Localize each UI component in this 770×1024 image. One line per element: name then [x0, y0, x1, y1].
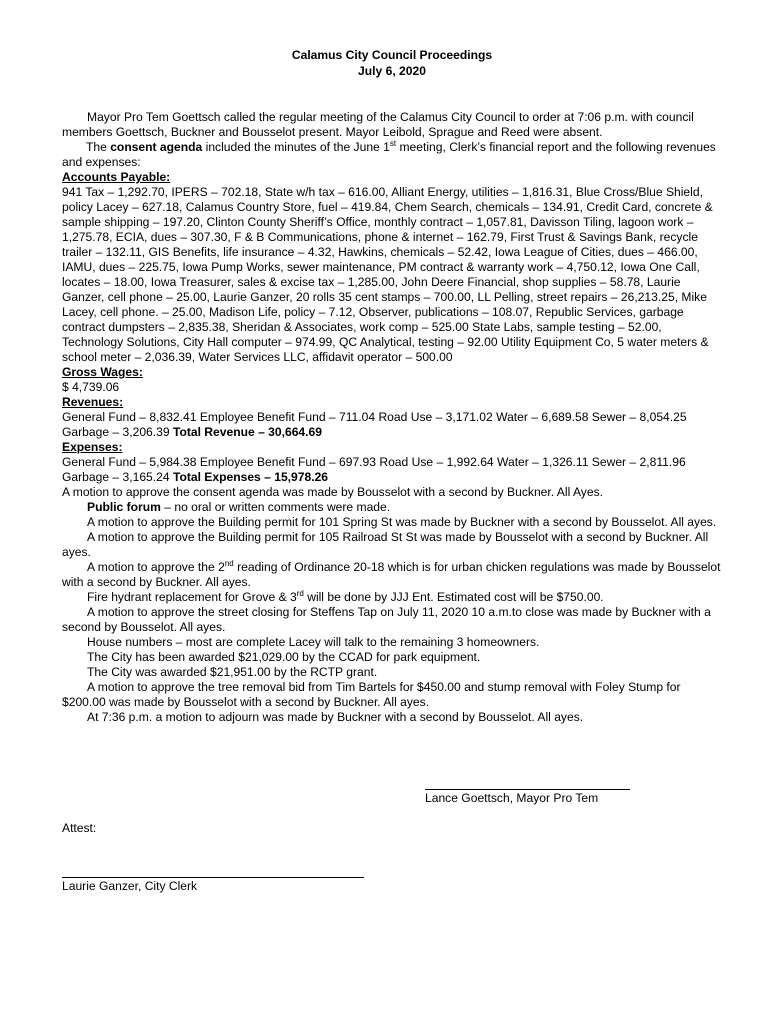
motion-adjourn: At 7:36 p.m. a motion to adjourn was made by Buckner with a second by Bousselot. All ayes. — [87, 710, 584, 724]
title-line-2: July 6, 2020 — [358, 64, 426, 78]
clerk-name: Laurie Ganzer, City Clerk — [62, 879, 198, 893]
title-line-1: Calamus City Council Proceedings — [291, 48, 493, 62]
gross-wages-text: $ 4,739.06 — [62, 380, 120, 394]
mayor-signature-block — [425, 789, 630, 806]
ccad-award: The City has been awarded $21,029.00 by the CCAD for park equipment. — [87, 650, 481, 664]
revenues-text: General Fund – 8,832.41 Employee Benefit Fund – 711.04 Road Use – 3,171.02 Water – 6,689.58 Sewer – 8,054.25 Garbage – 3,206.39 Total Revenue – 30,664.69 — [62, 410, 687, 439]
mayor-name: Lance Goettsch, Mayor Pro Tem — [425, 791, 599, 805]
expenses-header: Expenses: — [62, 440, 123, 454]
motion-consent: A motion to approve the consent agenda was made by Bousselot with a second by Buckner. All Ayes. — [62, 485, 603, 499]
house-numbers: House numbers – most are complete Lacey will talk to the remaining 3 homeowners. — [87, 635, 540, 649]
motion-street-closing: A motion to approve the street closing for Steffens Tap on July 11, 2020 10 a.m.to close was made by Buckner with a second by Bousselot. All ayes. — [62, 605, 711, 634]
intro-paragraph: Mayor Pro Tem Goettsch called the regular meeting of the Calamus City Council to order at 7:06 p.m. with council members Goettsch, Buckner and Bousselot present. Mayor Leibold, Sprague and Reed were absent. — [62, 110, 694, 139]
document-title — [62, 47, 722, 79]
hydrant-replacement: Fire hydrant replacement for Grove & 3rd will be done by JJJ Ent. Estimated cost will be $750.00. — [87, 588, 604, 604]
gross-wages-header: Gross Wages: — [62, 365, 143, 379]
motion-ordinance: A motion to approve the 2nd reading of Ordinance 20-18 which is for urban chicken regulations was made by Bousselot with a second by Buckner. All ayes. — [62, 558, 721, 589]
clerk-signature-block — [62, 877, 364, 894]
signature-line — [62, 877, 364, 878]
accounts-payable-text: 941 Tax – 1,292.70, IPERS – 702.18, State w/h tax – 616.00, Alliant Energy, utilities – 1,816.31, Blue Cross/Blue Shield, policy Lacey – 627.18, Calamus Country Store, fuel – 419.84, Chem Search, chemicals – 134.91, Credit Card, concrete & sample shipping – 197.20, Clinton County Sheriff’s Office, monthly contract – 1,057.81, Davisson Tiling, lagoon work – 1,275.78, ECIA, dues – 307.30, F & B Communications, phone & internet – 162.79, First Trust & Savings Bank, recycle trailer – 132.11, GIS Benefits, life insurance – 4.32, Hawkins, chemicals – 52.42, Iowa League of Cities, dues – 466.00, IAMU, dues – 225.75, Iowa Pump Works, sewer maintenance, PM contract & warranty work – 4,750.12, Iowa One Call, locates – 18.00, Iowa Treasurer, sales & excise tax – 1,285.00, John Deere Financial, shop supplies – 58.78, Laurie Ganzer, cell phone – 25.00, Laurie Ganzer, 20 rolls 35 cent stamps – 700.00, LL Pelling, street repairs – 26,213.25, Mike Lacey, cell phone. – 25.00, Madison Life, policy – 7.12, Observer, publications – 108.07, Republic Services, garbage contract dumpsters – 2,835.38, Sheridan & Associates, work comp – 525.00 State Labs, sample testing – 52.00, Technology Solutions, City Hall computer – 974.99, QC Analytical, testing – 92.00 Utility Equipment Co, 5 water meters & school meter – 2,036.39, Water Services LLC, affidavit operator – 500.00 — [62, 185, 713, 364]
rctp-award: The City was awarded $21,951.00 by the RCTP grant. — [87, 665, 378, 679]
minutes-body — [62, 110, 722, 725]
motion-permit-railroad: A motion to approve the Building permit for 105 Railroad St St was made by Bousselot with a second by Buckner. All ayes. — [62, 530, 709, 559]
consent-paragraph: The consent agenda included the minutes of the June 1st meeting, Clerk’s financial report and the following revenues and expenses: — [62, 138, 716, 169]
expenses-text: General Fund – 5,984.38 Employee Benefit Fund – 697.93 Road Use – 1,992.64 Water – 1,326.11 Sewer – 2,811.96 Garbage – 3,165.24 Total Expenses – 15,978.26 — [62, 455, 686, 484]
signature-line — [425, 789, 630, 790]
attest-label: Attest: — [62, 821, 97, 835]
motion-tree-removal: A motion to approve the tree removal bid from Tim Bartels for $450.00 and stump removal with Foley Stump for $200.00 was made by Bousselot with a second by Buckner. All ayes. — [62, 680, 681, 709]
revenues-header: Revenues: — [62, 395, 124, 409]
consent-agenda-label: consent agenda — [110, 140, 203, 154]
public-forum: Public forum – no oral or written comments were made. — [87, 500, 391, 514]
motion-permit-spring: A motion to approve the Building permit for 101 Spring St was made by Buckner with a second by Bousselot. All ayes. — [87, 515, 717, 529]
document-page — [62, 47, 722, 725]
total-revenue: Total Revenue – 30,664.69 — [172, 425, 322, 439]
accounts-payable-header: Accounts Payable: — [62, 170, 171, 184]
total-expenses: Total Expenses – 15,978.26 — [172, 470, 329, 484]
